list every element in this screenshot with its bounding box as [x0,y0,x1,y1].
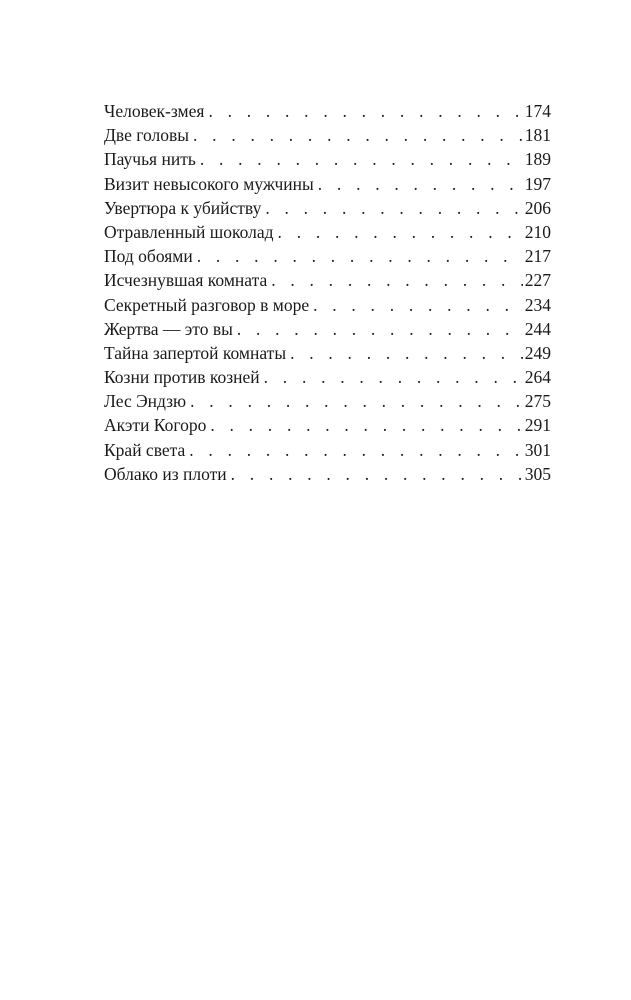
toc-entry-title: Тайна запертой комнаты [104,342,287,363]
toc-entry [104,343,551,367]
toc-dot-leader [204,101,522,122]
toc-entry [104,464,551,488]
toc-entry-title: Облако из плоти [104,463,227,484]
toc-entry [104,222,551,246]
toc-entry [104,295,551,319]
toc-page-number: 305 [524,463,551,484]
toc-entry [104,246,551,270]
toc-entry-title: Отравленный шоколад [104,221,274,242]
toc-entry [104,174,551,198]
toc-page-number: 189 [524,149,551,170]
toc-page-number: 181 [524,125,551,146]
toc-entry-title: Козни против козней [104,367,260,388]
toc-entry [104,319,551,343]
toc-entry [104,440,551,464]
toc-page-number: 227 [524,270,551,291]
toc-page-number: 206 [524,197,551,218]
toc-page-number: 291 [524,415,551,436]
toc-dot-leader [186,391,523,412]
toc-dot-leader [274,222,523,243]
toc-entry-title: Акэти Когоро [104,415,207,436]
toc-dot-leader [189,125,523,146]
toc-entry [104,270,551,294]
toc-entry-title: Увертюра к убийству [104,197,262,218]
toc-entry-title: Секретный разговор в море [104,294,310,315]
toc-dot-leader [309,295,523,316]
toc-entry [104,101,551,125]
toc-entry-title: Под обоями [104,246,193,267]
table-of-contents [104,101,551,488]
toc-page-number: 234 [524,294,551,315]
toc-page-number: 244 [524,318,551,339]
toc-entry-title: Исчезнувшая комната [104,270,268,291]
toc-page-number: 275 [524,391,551,412]
toc-entry-title: Паучья нить [104,149,196,170]
toc-page-number: 197 [524,173,551,194]
toc-page-number: 210 [524,221,551,242]
toc-entry [104,415,551,439]
toc-entry-title: Край света [104,439,186,460]
toc-page-number: 264 [524,367,551,388]
toc-entry [104,149,551,173]
toc-entry-title: Лес Эндзю [104,391,187,412]
toc-entry [104,367,551,391]
toc-dot-leader [196,149,523,170]
toc-page-number: 301 [524,439,551,460]
toc-entry-title: Человек-змея [104,101,205,121]
toc-dot-leader [260,367,523,388]
toc-dot-leader [233,319,523,340]
toc-dot-leader [193,246,523,267]
toc-entry [104,125,551,149]
toc-dot-leader [227,464,523,485]
toc-dot-leader [267,270,523,291]
toc-dot-leader [286,343,523,364]
toc-entry-title: Визит невысокого мужчины [104,173,314,194]
toc-page-number: 174 [524,101,551,121]
toc-entry-title: Жертва — это вы [104,318,233,339]
toc-entry-title: Две головы [104,125,190,146]
toc-dot-leader [261,198,522,219]
toc-dot-leader [206,415,522,436]
toc-entry [104,198,551,222]
toc-page-number: 249 [524,342,551,363]
toc-dot-leader [314,174,523,195]
toc-entry [104,391,551,415]
toc-dot-leader [185,440,522,461]
toc-page-number: 217 [524,246,551,267]
